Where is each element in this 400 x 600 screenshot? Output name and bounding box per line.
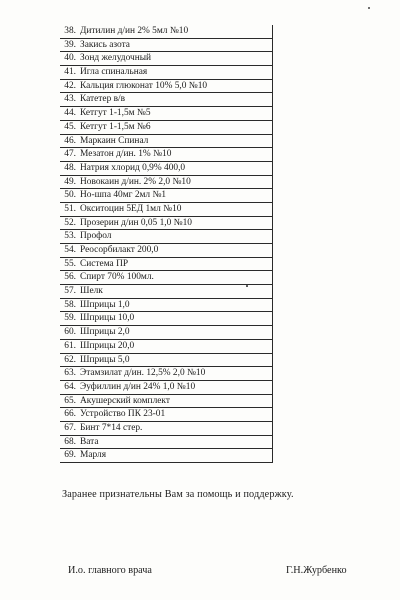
item-number: 68. [64, 436, 76, 447]
list-item [60, 354, 272, 368]
item-text: Шприцы 20,0 [80, 340, 135, 351]
list-item [60, 217, 272, 231]
item-number: 50. [64, 190, 76, 201]
item-number: 54. [64, 245, 76, 255]
item-text: Бинт 7*14 стер. [80, 422, 143, 433]
item-number: 51. [64, 203, 76, 214]
scan-speck [246, 285, 248, 287]
item-text: Игла спинальная [80, 67, 148, 78]
list-item [60, 162, 272, 176]
item-number: 45. [64, 121, 76, 132]
item-text: Акушерский комплект [80, 395, 170, 406]
item-text: Маркаин Спинал [80, 135, 149, 146]
item-text: Дитилин д/ин 2% 5мл №10 [80, 26, 189, 36]
item-number: 64. [64, 381, 76, 392]
item-number: 60. [64, 327, 76, 338]
list-item [60, 176, 272, 190]
list-item [60, 230, 272, 244]
item-text: Зонд желудочный [80, 53, 152, 64]
item-number: 46. [64, 135, 76, 146]
item-number: 69. [64, 450, 76, 461]
list-item [60, 367, 272, 381]
list-item [60, 436, 272, 450]
list-item [60, 93, 272, 107]
item-text: Натрия хлорид 0,9% 400,0 [80, 162, 186, 173]
item-text: Шприцы 2,0 [80, 327, 130, 338]
list-item [60, 52, 272, 66]
item-text: Устройство ПК 23-01 [80, 409, 166, 420]
scan-speck [368, 7, 370, 9]
signature-name: Г.Н.Журбенко [286, 565, 347, 576]
list-item [60, 203, 272, 217]
item-text: Эуфиллин д/ин 24% 1,0 №10 [80, 381, 196, 392]
item-text: Окситоцин 5ЕД 1мл №10 [80, 203, 182, 214]
item-text: Кальция глюконат 10% 5,0 №10 [80, 80, 208, 91]
item-text: Реосорбилакт 200,0 [80, 245, 159, 255]
list-item [60, 80, 272, 94]
item-number: 59. [64, 313, 76, 324]
item-text: Шелк [80, 286, 103, 297]
list-item [60, 148, 272, 162]
list-item [60, 25, 272, 39]
list-item [60, 395, 272, 409]
item-number: 55. [64, 258, 76, 269]
item-text: Новокаин д/ин. 2% 2,0 №10 [80, 176, 191, 187]
item-number: 52. [64, 217, 76, 228]
supply-list [60, 25, 273, 463]
list-item [60, 326, 272, 340]
list-item [60, 299, 272, 313]
item-text: Закись азота [80, 39, 130, 50]
signature-title: И.о. главного врача [68, 565, 152, 576]
item-text: Прозерин д/ин 0,05 1,0 №10 [80, 217, 192, 228]
item-number: 47. [64, 149, 76, 160]
item-text: Вата [80, 436, 99, 447]
item-text: Этамзилат д/ин. 12,5% 2,0 №10 [80, 368, 206, 379]
item-number: 62. [64, 354, 76, 365]
item-number: 43. [64, 94, 76, 105]
item-number: 58. [64, 299, 76, 310]
item-number: 56. [64, 272, 76, 283]
item-text: Шприцы 10,0 [80, 313, 135, 324]
item-number: 42. [64, 80, 76, 91]
list-item [60, 285, 272, 299]
item-number: 57. [64, 286, 76, 297]
item-number: 44. [64, 108, 76, 119]
item-text: Катетер в/в [80, 94, 126, 105]
item-text: Профол [80, 231, 112, 242]
list-item [60, 449, 272, 463]
item-number: 39. [64, 39, 76, 50]
item-text: Кетгут 1-1,5м №5 [80, 108, 151, 119]
list-item [60, 271, 272, 285]
list-item [60, 135, 272, 149]
item-number: 53. [64, 231, 76, 242]
item-number: 65. [64, 395, 76, 406]
thanks-line: Заранее признательны Вам за помощь и поддержку. [62, 489, 294, 500]
item-text: Марля [80, 450, 107, 461]
list-item [60, 66, 272, 80]
item-number: 49. [64, 176, 76, 187]
item-text: Система ПР [80, 258, 129, 269]
list-item [60, 39, 272, 53]
list-item [60, 408, 272, 422]
list-item [60, 340, 272, 354]
item-text: Мезатон д/ин. 1% №10 [80, 149, 172, 160]
item-number: 61. [64, 340, 76, 351]
item-number: 38. [64, 26, 76, 36]
item-number: 66. [64, 409, 76, 420]
item-number: 40. [64, 53, 76, 64]
list-item [60, 244, 272, 258]
list-item [60, 189, 272, 203]
list-item [60, 107, 272, 121]
list-item [60, 258, 272, 272]
item-text: Кетгут 1-1,5м №6 [80, 121, 151, 132]
list-item [60, 312, 272, 326]
item-number: 63. [64, 368, 76, 379]
item-text: Шприцы 1,0 [80, 299, 130, 310]
item-text: Шприцы 5,0 [80, 354, 130, 365]
list-item [60, 121, 272, 135]
item-number: 67. [64, 422, 76, 433]
item-number: 48. [64, 162, 76, 173]
list-item [60, 381, 272, 395]
item-number: 41. [64, 67, 76, 78]
item-text: Спирт 70% 100мл. [80, 272, 154, 283]
item-text: Но-шпа 40мг 2мл №1 [80, 190, 167, 201]
list-item [60, 422, 272, 436]
